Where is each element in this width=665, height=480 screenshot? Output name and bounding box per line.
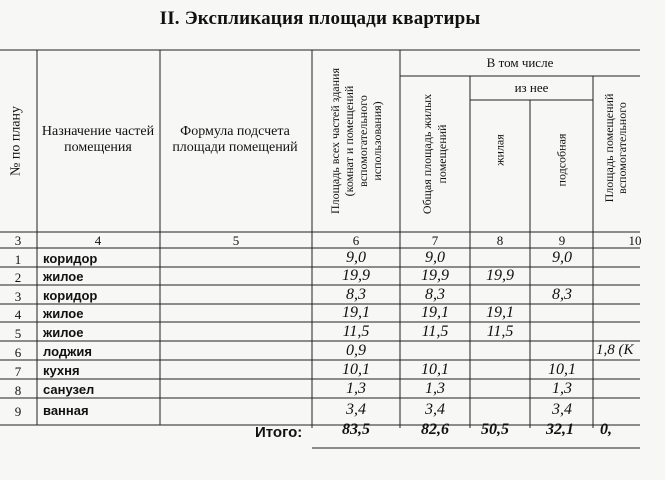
aux-rooms-sum: 0, [600,421,612,438]
living-sum: 50,5 [481,421,509,438]
total-area-value: 8,3 [346,286,366,303]
living-value: 19,1 [486,304,514,321]
living-total-value: 10,1 [421,361,449,378]
row-number: 4 [14,307,22,322]
living-total-sum: 82,6 [421,421,449,438]
total-area-value: 19,9 [342,267,370,284]
room-name: ванная [43,403,89,418]
auxiliary-sum: 32,1 [546,421,574,438]
header-purpose: Назначение частей помещения [41,124,155,155]
room-name: жилое [43,269,84,284]
header-aux-rooms: Площадь помещений вспомогательного [602,93,629,203]
row-number: 6 [14,345,22,360]
room-name: лоджия [43,344,92,359]
row-number: 1 [14,252,22,267]
header-auxiliary: подсобная [554,133,569,187]
col-number: 10 [628,233,642,248]
row-number: 9 [14,404,22,419]
living-value: 19,9 [486,267,514,284]
living-total-value: 8,3 [425,286,445,303]
auxiliary-value: 8,3 [552,286,572,303]
total-area-value: 3,4 [346,401,366,418]
row-number: 5 [14,326,22,341]
col-number: 5 [232,233,240,248]
row-number: 3 [14,289,22,304]
living-total-value: 19,9 [421,267,449,284]
total-area-value: 9,0 [346,249,366,266]
col-number: 6 [352,233,360,248]
auxiliary-value: 9,0 [552,249,572,266]
col-number: 7 [431,233,439,248]
living-total-value: 9,0 [425,249,445,266]
header-of-them: из нее [514,80,549,95]
room-name: жилое [43,306,84,321]
room-name: кухня [43,363,80,378]
header-formula: Формула подсчета площади помещений [172,124,298,155]
col-number: 3 [14,233,22,248]
total-label: Итого: [255,424,303,441]
room-name: коридор [43,288,98,303]
auxiliary-value: 10,1 [548,361,576,378]
auxiliary-value: 1,3 [552,380,572,397]
total-area-sum: 83,5 [342,421,370,438]
row-number: 8 [14,383,22,398]
header-total-area: Площадь всех частей здания (комнат и помещений вспомогательного использования) [328,67,384,215]
room-name: коридор [43,251,98,266]
col-number: 4 [94,233,102,248]
header-living-total: Общая площадь жилых помещений [420,93,449,215]
room-name: санузел [43,382,95,397]
col-number: 9 [558,233,566,248]
aux-rooms-value: 1,8 (К [596,342,634,358]
total-area-value: 19,1 [342,304,370,321]
row-number: 7 [14,364,22,379]
room-name: жилое [43,325,84,340]
col-number: 8 [496,233,504,248]
total-area-value: 0,9 [346,342,366,359]
document-title: II. Экспликация площади квартиры [159,8,481,29]
header-living: жилая [492,134,507,166]
total-area-value: 1,3 [346,380,366,397]
total-area-value: 11,5 [342,323,370,340]
header-num: № по плану [8,105,24,177]
row-number: 2 [14,270,22,285]
living-total-value: 19,1 [421,304,449,321]
header-including: В том числе [486,55,554,70]
total-area-value: 10,1 [342,361,370,378]
auxiliary-value: 3,4 [552,401,572,418]
living-total-value: 1,3 [425,380,445,397]
living-total-value: 11,5 [421,323,449,340]
living-value: 11,5 [486,323,514,340]
living-total-value: 3,4 [425,401,445,418]
